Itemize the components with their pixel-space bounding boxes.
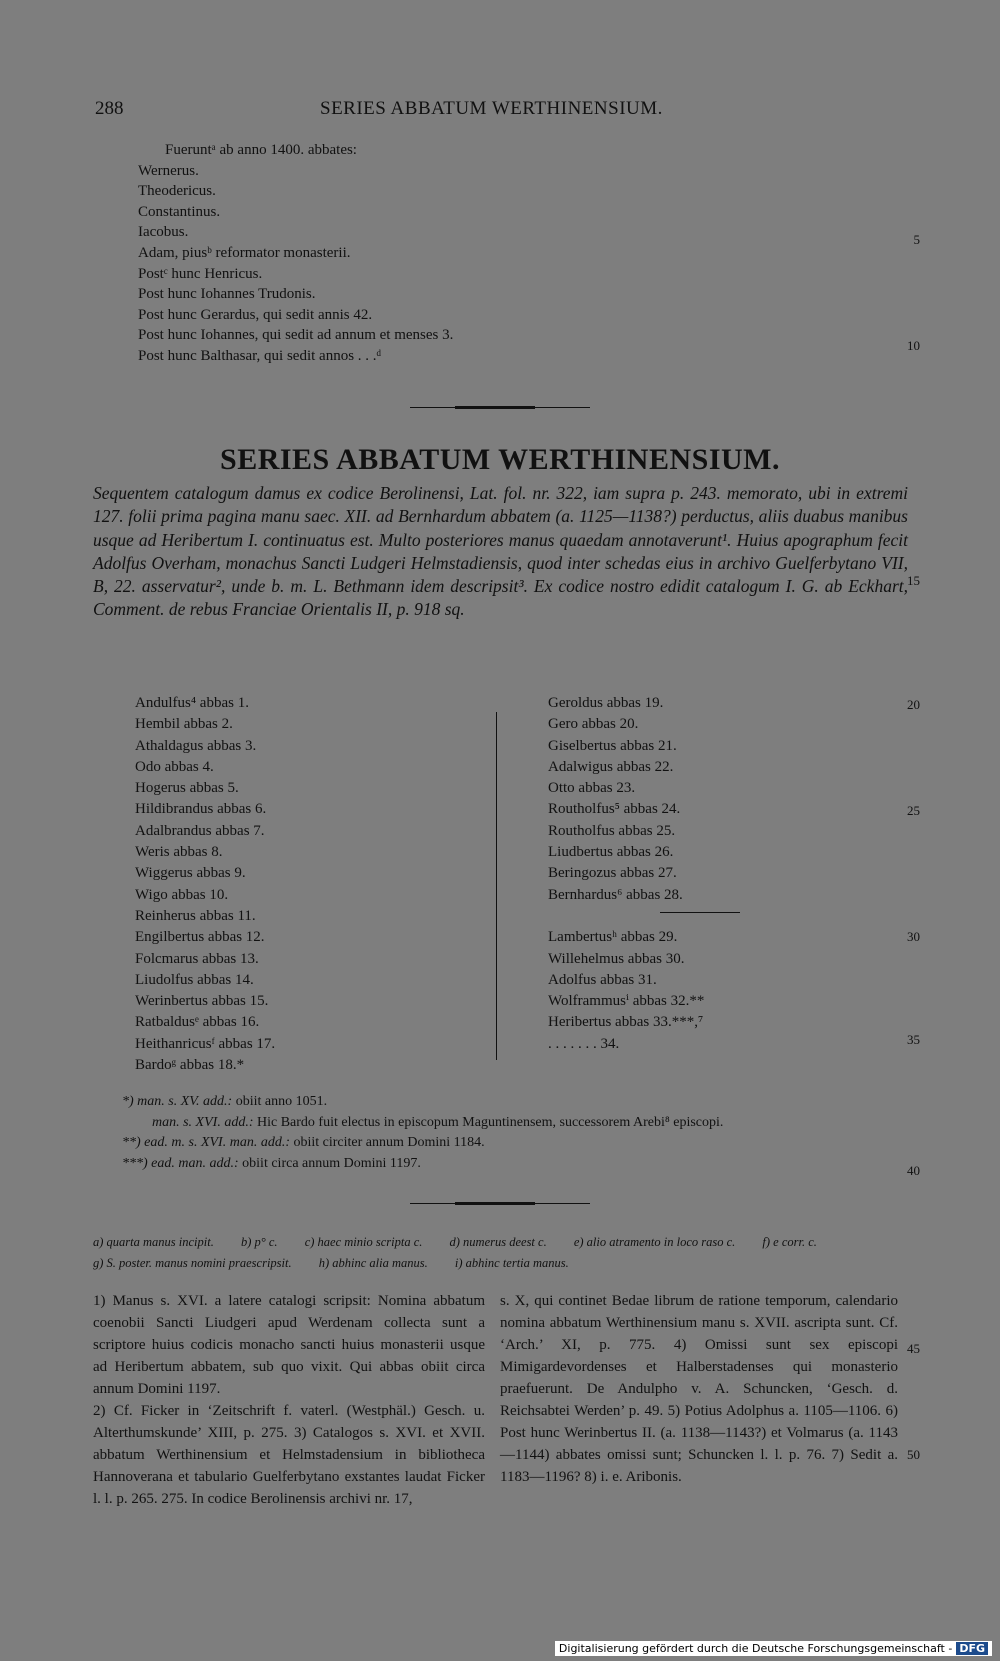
line-number: 45	[907, 1341, 920, 1356]
apparatus-note: d) numerus deest c.	[449, 1235, 547, 1249]
list-item: Werinbertus abbas 15.	[135, 993, 269, 1010]
list-item: Lambertusʰ abbas 29.	[548, 929, 678, 946]
page-number: 288	[95, 98, 124, 119]
line-number: 10	[907, 338, 920, 353]
star-note: ***) ead. man. add.: obiit circa annum Domini 1197.	[122, 1155, 421, 1171]
list-item: Geroldus abbas 19.	[548, 695, 664, 711]
list-item: Iacobus.	[138, 224, 189, 241]
list-item: Hildibrandus abbas 6.	[135, 801, 267, 818]
apparatus-note: f) e corr. c.	[762, 1235, 817, 1249]
dfg-footer	[555, 1641, 992, 1656]
list-item: Heithanricusᶠ abbas 17.	[135, 1035, 276, 1052]
line-number: 25	[907, 803, 920, 818]
list-item: Wiggerus abbas 9.	[135, 865, 246, 882]
running-title: SERIES ABBATUM WERTHINENSIUM.	[320, 98, 663, 119]
list-item: Bernhardus⁶ abbas 28.	[548, 886, 683, 903]
list-item: Gero abbas 20.	[548, 716, 639, 733]
footer-text: Digitalisierung gefördert durch die Deutsche Forschungsgemeinschaft -	[558, 1642, 953, 1655]
divider-ornament	[455, 406, 535, 409]
list-item: Reinherus abbas 11.	[135, 907, 256, 924]
list-item: . . . . . . . 34.	[548, 1035, 620, 1052]
star-note: *) man. s. XV. add.: obiit anno 1051.	[122, 1094, 328, 1109]
list-item: Post hunc Gerardus, qui sedit annis 42.	[138, 306, 373, 323]
section-intro	[93, 482, 908, 622]
top-list-intro: Fueruntᵃ ab anno 1400. abbates:	[165, 142, 357, 158]
apparatus-note: c) haec minio scripta c.	[304, 1235, 423, 1249]
abbots-left-column	[135, 693, 275, 1076]
list-item: Athaldagus abbas 3.	[135, 737, 257, 754]
list-item: Bardoᵍ abbas 18.*	[135, 1057, 245, 1074]
top-abbots-list	[138, 140, 453, 367]
list-item: Folcmarus abbas 13.	[135, 950, 259, 967]
list-item: Hogerus abbas 5.	[135, 780, 239, 797]
dfg-logo: DFG	[956, 1642, 988, 1655]
footnote: s. X, qui continet Bedae librum de ratione temporum, calendario nomina abbatum Werthinensium manu s. XVII. ascripta sunt. Cf. ‘Arch.’ XI, p. 775. 4) Omissi sunt sex episcopi Mimigardevordenses et Halberstadenses qui monasterio praefuerunt. De Andulpho v. A. Schuncken, ‘Gesch. d. Reichsabtei Werden’ p. 49. 5) Potius Adolphus a. 1105—1106. 6) Post hunc Werinbertus II. (a. 1138—1143?) et Volmarus (a. 1143—1144) abbates omissi sunt; Schuncken l. l. p. 76. 7) Sedit a. 1183—1196? 8) i. e. Aribonis.	[500, 1293, 898, 1485]
short-divider	[660, 912, 740, 913]
apparatus-note: g) S. poster. manus nomini praescripsit.	[93, 1256, 292, 1270]
list-item: Liudbertus abbas 26.	[548, 844, 674, 861]
line-number: 30	[907, 929, 920, 944]
line-number: 40	[907, 1163, 920, 1178]
list-item: Odo abbas 4.	[135, 758, 214, 775]
line-number: 35	[907, 1032, 920, 1047]
list-item: Routholfus⁵ abbas 24.	[548, 801, 681, 818]
star-notes	[122, 1092, 723, 1174]
list-item: Weris abbas 8.	[135, 844, 223, 861]
column-divider	[496, 712, 497, 1060]
list-item: Routholfus abbas 25.	[548, 822, 676, 839]
apparatus-note: e) alio atramento in loco raso c.	[573, 1235, 736, 1249]
star-note: **) ead. m. s. XVI. man. add.: obiit circiter annum Domini 1184.	[122, 1135, 485, 1150]
list-item: Adolfus abbas 31.	[548, 971, 657, 988]
list-item: Adalwigus abbas 22.	[548, 758, 674, 775]
list-item: Wolframmusⁱ abbas 32.**	[548, 993, 705, 1010]
divider-ornament	[455, 1202, 535, 1205]
list-item: Liudolfus abbas 14.	[135, 971, 254, 988]
list-item: Ratbaldusᵉ abbas 16.	[135, 1014, 260, 1031]
list-item: Adam, piusᵇ reformator monasterii.	[138, 244, 351, 261]
apparatus-note: b) p° c.	[240, 1235, 278, 1249]
list-item: Engilbertus abbas 12.	[135, 929, 265, 946]
line-number: 20	[907, 697, 920, 712]
line-number: 5	[913, 232, 920, 247]
line-number: 50	[907, 1447, 920, 1462]
star-note: man. s. XVI. add.: Hic Bardo fuit electus in episcopum Maguntinensem, successorem Arebi⁸ episcopi.	[152, 1114, 724, 1130]
list-item: Postᶜ hunc Henricus.	[138, 265, 263, 282]
list-item: Theodericus.	[138, 183, 216, 200]
footnotes-right-column	[500, 1290, 898, 1488]
apparatus-note: h) abhinc alia manus.	[318, 1256, 428, 1270]
list-item: Wigo abbas 10.	[135, 886, 229, 903]
list-item: Willehelmus abbas 30.	[548, 950, 685, 967]
list-item: Beringozus abbas 27.	[548, 865, 677, 882]
critical-apparatus	[93, 1232, 908, 1274]
list-item: Constantinus.	[138, 203, 221, 220]
list-item: Hembil abbas 2.	[135, 716, 233, 733]
list-item: Otto abbas 23.	[548, 780, 636, 797]
list-item: Post hunc Iohannes, qui sedit ad annum et menses 3.	[138, 327, 454, 344]
section-title: SERIES ABBATUM WERTHINENSIUM.	[220, 443, 780, 476]
intro-paragraph: Sequentem catalogum damus ex codice Berolinensi, Lat. fol. nr. 322, iam supra p. 243. memorato, ubi in extremi 127. folii prima pagina manu saec. XII. ad Bernhardum abbatem (a. 1125—1138?) perductus, aliis duabus manibus usque ad Heribertum I. continuatus est. Multo posteriores manus quaedam annotaverunt¹. Huius apographum fecit Adolfus Overham, monachus Sancti Ludgeri Helmstadiensis, quod inter schedas eius in archivo Guelferbytano VII, B, 22. asservatur², unde b. m. L. Bethmann idem descripsit³. Ex codice nostro edidit catalogum I. G. ab Eckhart, Comment. de rebus Franciae Orientalis II, p. 918 sq.	[93, 483, 908, 620]
list-item: Post hunc Iohannes Trudonis.	[138, 286, 316, 303]
list-item: Post hunc Balthasar, qui sedit annos . . .ᵈ	[138, 347, 382, 364]
apparatus-note: a) quarta manus incipit.	[93, 1235, 214, 1249]
list-item: Adalbrandus abbas 7.	[135, 822, 265, 839]
list-item: Giselbertus abbas 21.	[548, 737, 677, 754]
list-item: Wernerus.	[138, 162, 199, 179]
apparatus-note: i) abhinc tertia manus.	[454, 1256, 569, 1270]
list-item: Heribertus abbas 33.***,⁷	[548, 1014, 704, 1031]
footnotes-left-column	[93, 1290, 485, 1510]
line-number: 15	[907, 573, 920, 588]
list-item: Andulfus⁴ abbas 1.	[135, 695, 249, 711]
footnote: 2) Cf. Ficker in ‘Zeitschrift f. vaterl. (Westphäl.) Gesch. u. Alterthumskunde’ XIII, p. 275. 3) Catalogos s. XVI. et XVII. abbatum Werthinensium et Helmstadensium in bibliotheca Hannoverana et tabulario Guelferbytano exstantes laudat Ficker l. l. p. 265. 275. In codice Berolinensis archivi nr. 17,	[93, 1403, 485, 1507]
footnote: 1) Manus s. XVI. a latere catalogi scripsit: Nomina abbatum coenobii Sancti Liudgeri apud Werdenam collecta sunt a scriptore huius codicis monacho sancti huius monasterii usque ad Heribertum abbatem, sub quo vixit. Qui abbas obiit circa annum Domini 1197.	[93, 1293, 485, 1397]
abbots-right-column	[548, 693, 704, 1055]
